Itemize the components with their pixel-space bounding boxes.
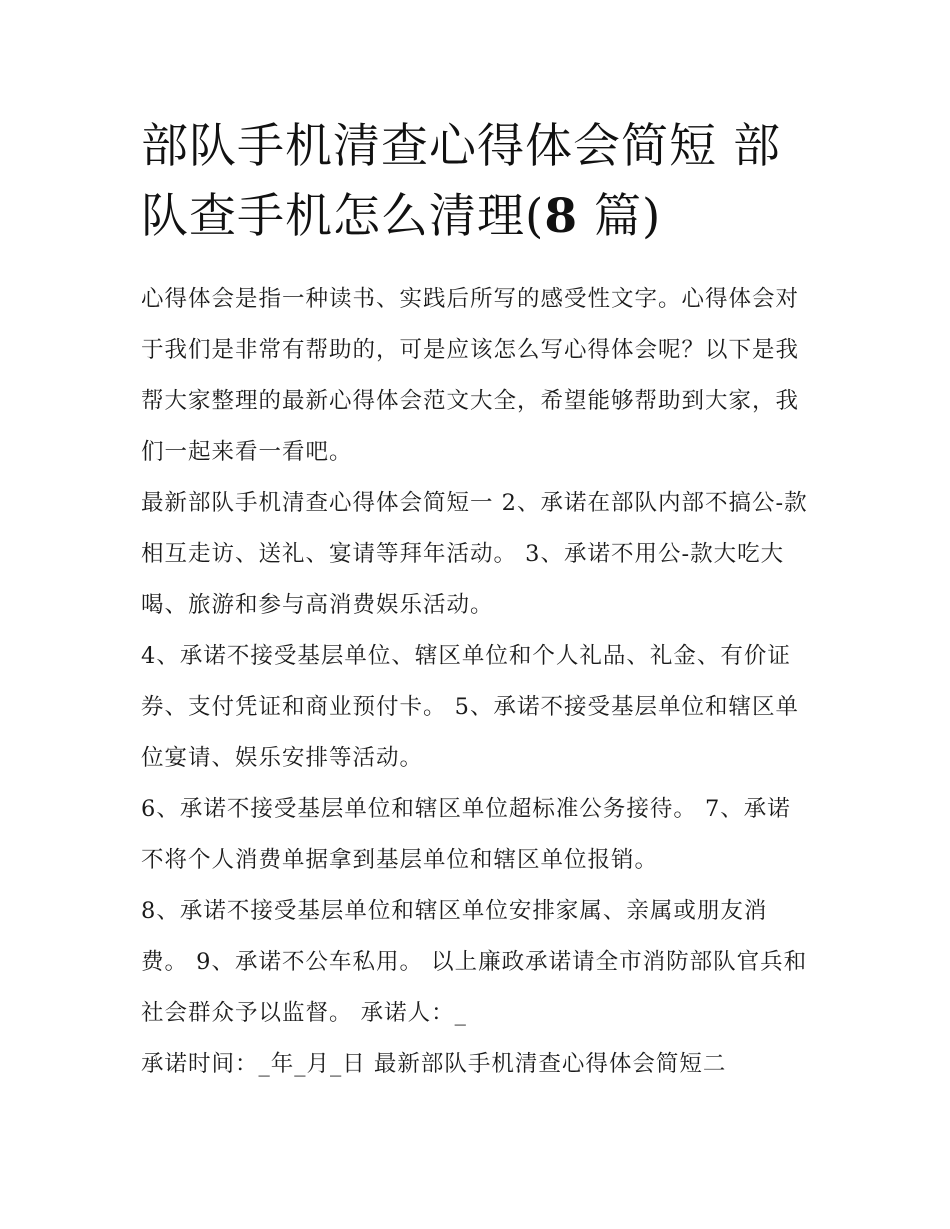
title-text-part1: 部队手机清查心得体会简短 部队查手机怎么清理( [141,119,781,244]
paragraph-pledge-date: 承诺时间：_年_月_日 最新部队手机清查心得体会简短二 [141,1051,727,1077]
paragraph-pledges-6-7: 6、承诺不接受基层单位和辖区单位超标准公务接待。 7、承诺不将个人消费单据拿到基层单位和辖区单位报销。 [141,796,791,873]
title-text-number: 8 [544,189,579,244]
paragraph-intro: 心得体会是指一种读书、实践后所写的感受性文字。心得体会对于我们是非常有帮助的，可是应该怎么写心得体会呢？以下是我帮大家整理的最新心得体会范文大全，希望能够帮助到大家，我们一起来看一看吧。 [141,286,800,465]
paragraph-pledges-8-9: 8、承诺不接受基层单位和辖区单位安排家属、亲属或朋友消费。 9、承诺不公车私用。 以上廉政承诺请全市消防部队官兵和社会群众予以监督。 承诺人：_ [141,898,808,1026]
paragraph-section-one: 最新部队手机清查心得体会简短一 2、承诺在部队内部不搞公-款相互走访、送礼、宴请等拜年活动。 3、承诺不用公-款大吃大喝、旅游和参与高消费娱乐活动。 [141,490,808,618]
paragraph-pledges-4-5: 4、承诺不接受基层单位、辖区单位和个人礼品、礼金、有价证券、支付凭证和商业预付卡。 5、承诺不接受基层单位和辖区单位宴请、娱乐安排等活动。 [141,643,799,771]
document-title [141,112,812,252]
title-text-part2: 篇) [578,189,662,244]
